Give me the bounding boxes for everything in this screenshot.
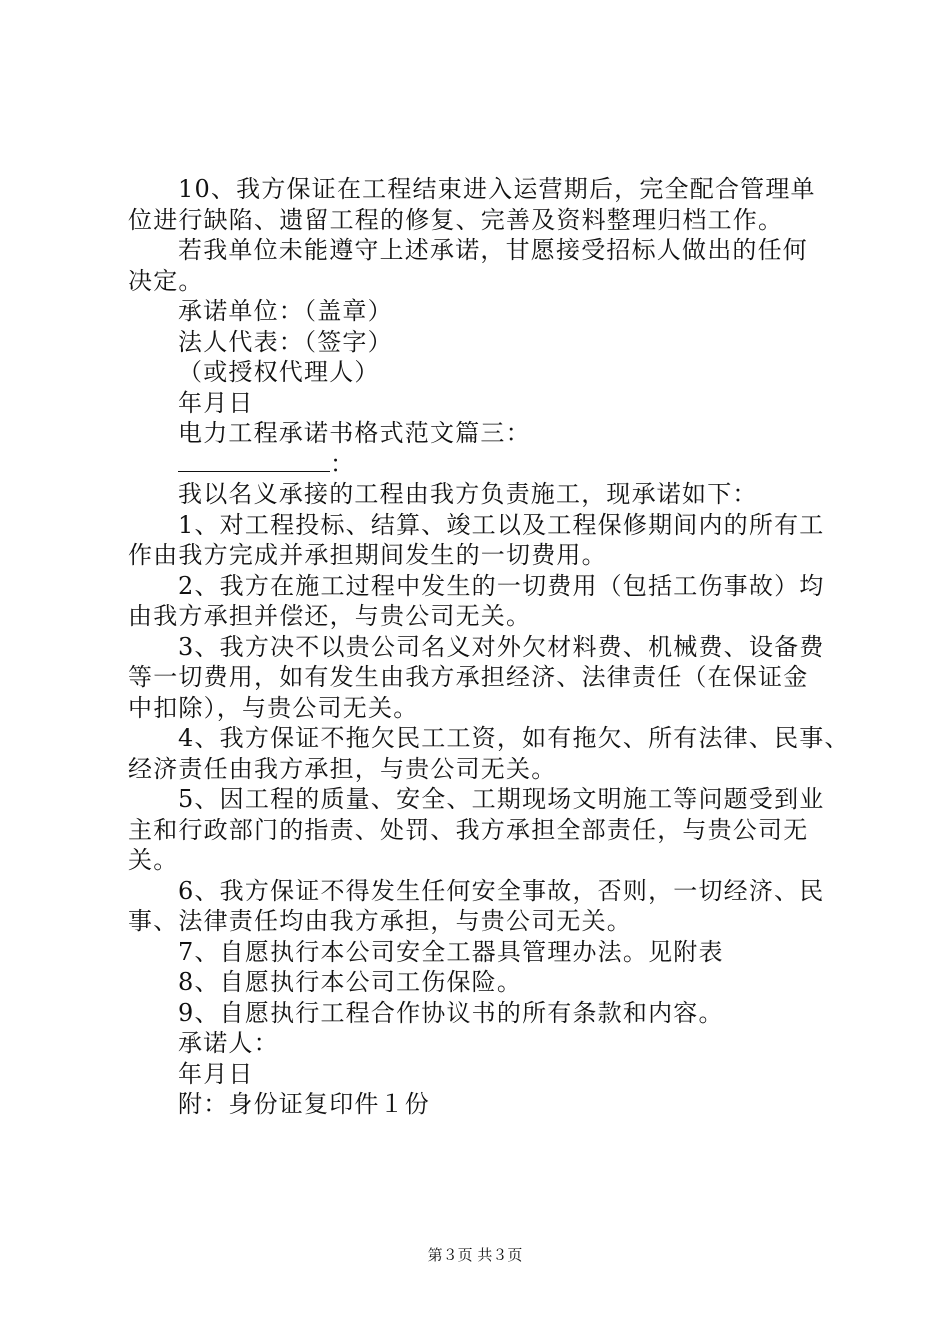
text-line: 关。 (128, 846, 179, 874)
text-line: 6、我方保证不得发生任何安全事故，否则，一切经济、民 (178, 876, 825, 905)
text-line: 5、因工程的质量、安全、工期现场文明施工等问题受到业 (178, 785, 825, 813)
date-line: 年月日 (178, 1059, 254, 1088)
section-heading: 电力工程承诺书格式范文篇三： (178, 419, 531, 447)
page-number-footer: 第３页 共３页 (427, 1246, 523, 1264)
text-line: 由我方承担并偿还，与贵公司无关。 (128, 602, 532, 630)
text-line: 等一切费用，如有发生由我方承担经济、法律责任（在保证金 (128, 663, 809, 691)
text-line: 中扣除），与贵公司无关。 (128, 693, 419, 722)
text-line: 9、自愿执行工程合作协议书的所有条款和内容。 (178, 998, 724, 1027)
text-line: 作由我方完成并承担期间发生的一切费用。 (128, 541, 607, 569)
addressee-line (128, 449, 828, 480)
text-line: 承诺单位：（盖章） (178, 297, 393, 325)
text-line: 年月日 (178, 388, 254, 417)
text-line: 1、对工程投标、结算、竣工以及工程保修期间内的所有工 (178, 510, 825, 539)
document-body (128, 174, 850, 1120)
text-line: （或授权代理人） (178, 358, 380, 386)
addressee-blank (178, 449, 330, 472)
text-line: 3、我方决不以贵公司名义对外欠材料费、机械费、设备费 (178, 632, 825, 661)
text-line: 2、我方在施工过程中发生的一切费用（包括工伤事故）均 (178, 571, 825, 600)
text-line: 8、自愿执行本公司工伤保险。 (178, 968, 523, 996)
text-line: 4、我方保证不拖欠民工工资，如有拖欠、所有法律、民事、 (178, 724, 850, 752)
text-line: 经济责任由我方承担，与贵公司无关。 (128, 754, 557, 783)
text-line: 我以名义承接的工程由我方负责施工，现承诺如下： (178, 480, 758, 508)
addressee-colon: ： (330, 449, 356, 478)
attachment-note: 附：身份证复印件１份 (178, 1090, 430, 1118)
text-line: 决定。 (128, 266, 204, 295)
text-line: 7、自愿执行本公司安全工器具管理办法。见附表 (178, 937, 724, 966)
text-line: 主和行政部门的指责、处罚、我方承担全部责任，与贵公司无 (128, 815, 809, 844)
text-line: 10、我方保证在工程结束进入运营期后，完全配合管理单 (178, 175, 816, 203)
text-line: 法人代表：（签字） (178, 327, 393, 356)
text-line: 若我单位未能遵守上述承诺，甘愿接受招标人做出的任何 (178, 236, 808, 264)
signature-label: 承诺人： (178, 1029, 279, 1057)
text-line: 事、法律责任均由我方承担，与贵公司无关。 (128, 907, 632, 935)
text-line: 位进行缺陷、遗留工程的修复、完善及资料整理归档工作。 (128, 205, 784, 234)
